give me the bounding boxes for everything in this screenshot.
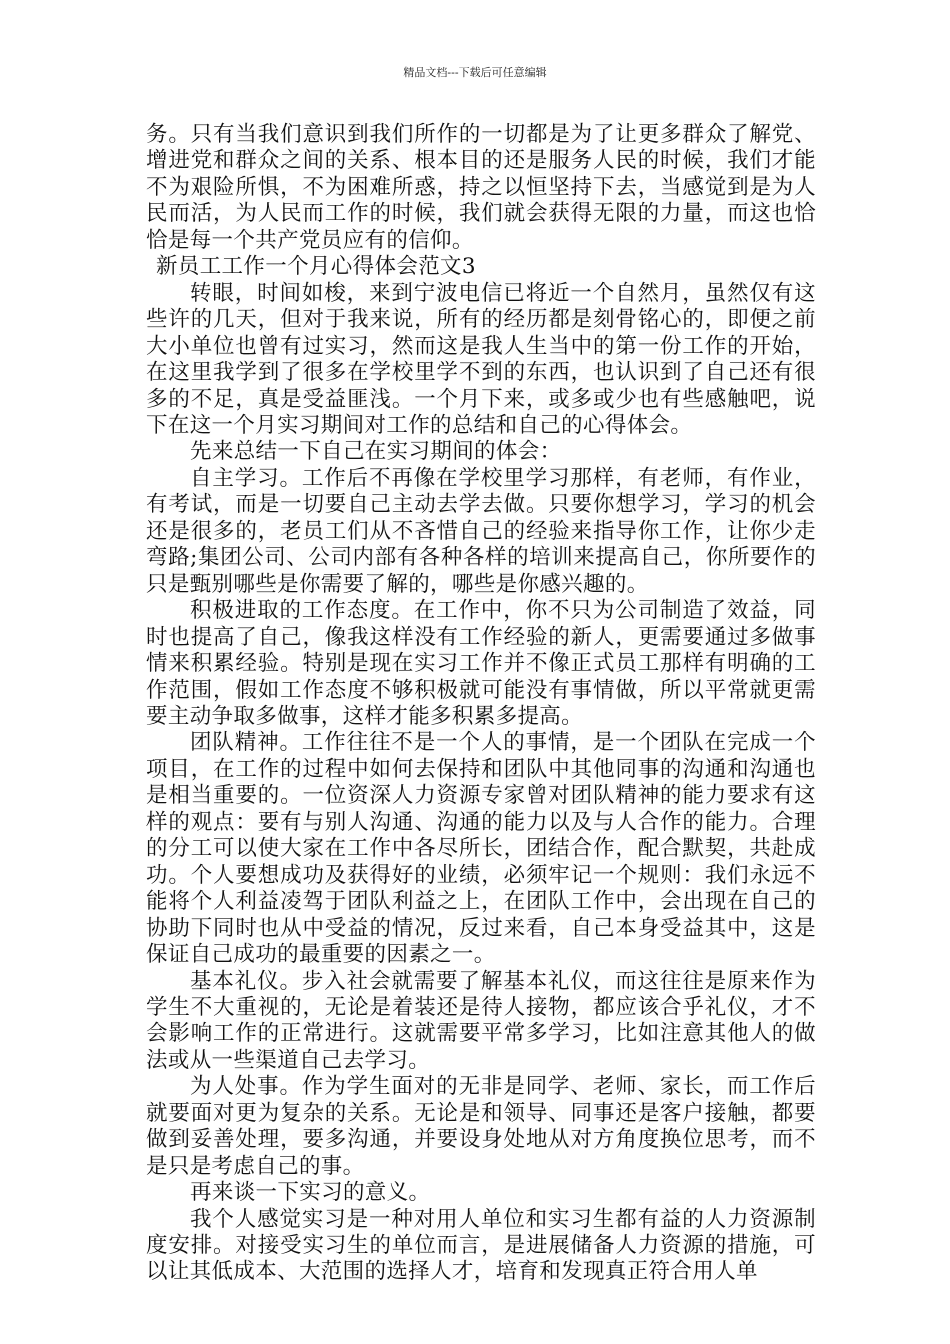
paragraph-team-spirit: 团队精神。工作往往不是一个人的事情，是一个团队在完成一个项目，在工作的过程中如何去保持和团队中其他同事的沟通和沟通也是相当重要的。一位资深人力资源专家曾对团队精神的能力要求有这样的观点：要有与别人沟通、沟通的能力以及与人合作的能力。合理的分工可以使大家在工作中各尽所长，团结合作，配合默契，共赴成功。个人要想成功及获得好的业绩，必须牢记一个规则：我们永远不能将个人利益凌驾于团队利益之上，在团队工作中，会出现在自己的协助下同时也从中受益的情况，反过来看，自己本身受益其中，这是保证自己成功的最重要的因素之一。 xyxy=(146,730,816,968)
paragraph-intro: 转眼，时间如梭，来到宁波电信已将近一个自然月，虽然仅有这些许的几天，但对于我来说，所有的经历都是刻骨铭心的，即便之前大小单位也曾有过实习，然而这是我人生当中的第一份工作的开始，在这里我学到了很多在学校里学不到的东西，也认识到了自己还有很多的不足，真是受益匪浅。一个月下来，或多或少也有些感触吧，说下在这一个月实习期间对工作的总结和自己的心得体会。 xyxy=(146,280,816,438)
paragraph-meaning-lead: 再来谈一下实习的意义。 xyxy=(190,1180,431,1206)
paragraph-meaning: 我个人感觉实习是一种对用人单位和实习生都有益的人力资源制度安排。对接受实习生的单位而言，是进展储备人力资源的措施，可以让其低成本、大范围的选择人才，培育和发现真正符合用人单 xyxy=(146,1206,816,1285)
section-heading: 新员工工作一个月心得体会范文3 xyxy=(156,254,476,280)
paragraph-conduct: 为人处事。作为学生面对的无非是同学、老师、家长，而工作后就要面对更为复杂的关系。无论是和领导、同事还是客户接触，都要做到妥善处理，要多沟通，并要设身处地从对方角度换位思考，而不是只是考虑自己的事。 xyxy=(146,1074,816,1179)
paragraph-summary-lead: 先来总结一下自己在实习期间的体会： xyxy=(190,439,562,465)
page-header: 精品文档---下载后可任意编辑 xyxy=(403,66,547,79)
paragraph-work-attitude: 积极进取的工作态度。在工作中，你不只为公司制造了效益，同时也提高了自己，像我这样没有工作经验的新人，更需要通过多做事情来积累经验。特别是现在实习工作并不像正式员工那样有明确的工作范围，假如工作态度不够积极就可能没有事情做，所以平常就更需要主动争取多做事，这样才能多积累多提高。 xyxy=(146,598,816,729)
paragraph-self-study: 自主学习。工作后不再像在学校里学习那样，有老师，有作业，有考试，而是一切要自己主动去学去做。只要你想学习，学习的机会还是很多的，老员工们从不吝惜自己的经验来指导你工作，让你少走弯路;集团公司、公司内部有各种各样的培训来提高自己，你所要作的只是甄别哪些是你需要了解的，哪些是你感兴趣的。 xyxy=(146,465,816,597)
paragraph-continuation: 务。只有当我们意识到我们所作的一切都是为了让更多群众了解党、增进党和群众之间的关系、根本目的还是服务人民的时候，我们才能不为艰险所惧，不为困难所惑，持之以恒坚持下去，当感觉到是为人民而活，为人民而工作的时候，我们就会获得无限的力量，而这也恰恰是每一个共产党员应有的信仰。 xyxy=(146,122,816,253)
document-body xyxy=(146,122,816,1286)
paragraph-etiquette: 基本礼仪。步入社会就需要了解基本礼仪，而这往往是原来作为学生不大重视的，无论是着装还是待人接物，都应该合乎礼仪，才不会影响工作的正常进行。这就需要平常多学习，比如注意其他人的做法或从一些渠道自己去学习。 xyxy=(146,968,816,1073)
